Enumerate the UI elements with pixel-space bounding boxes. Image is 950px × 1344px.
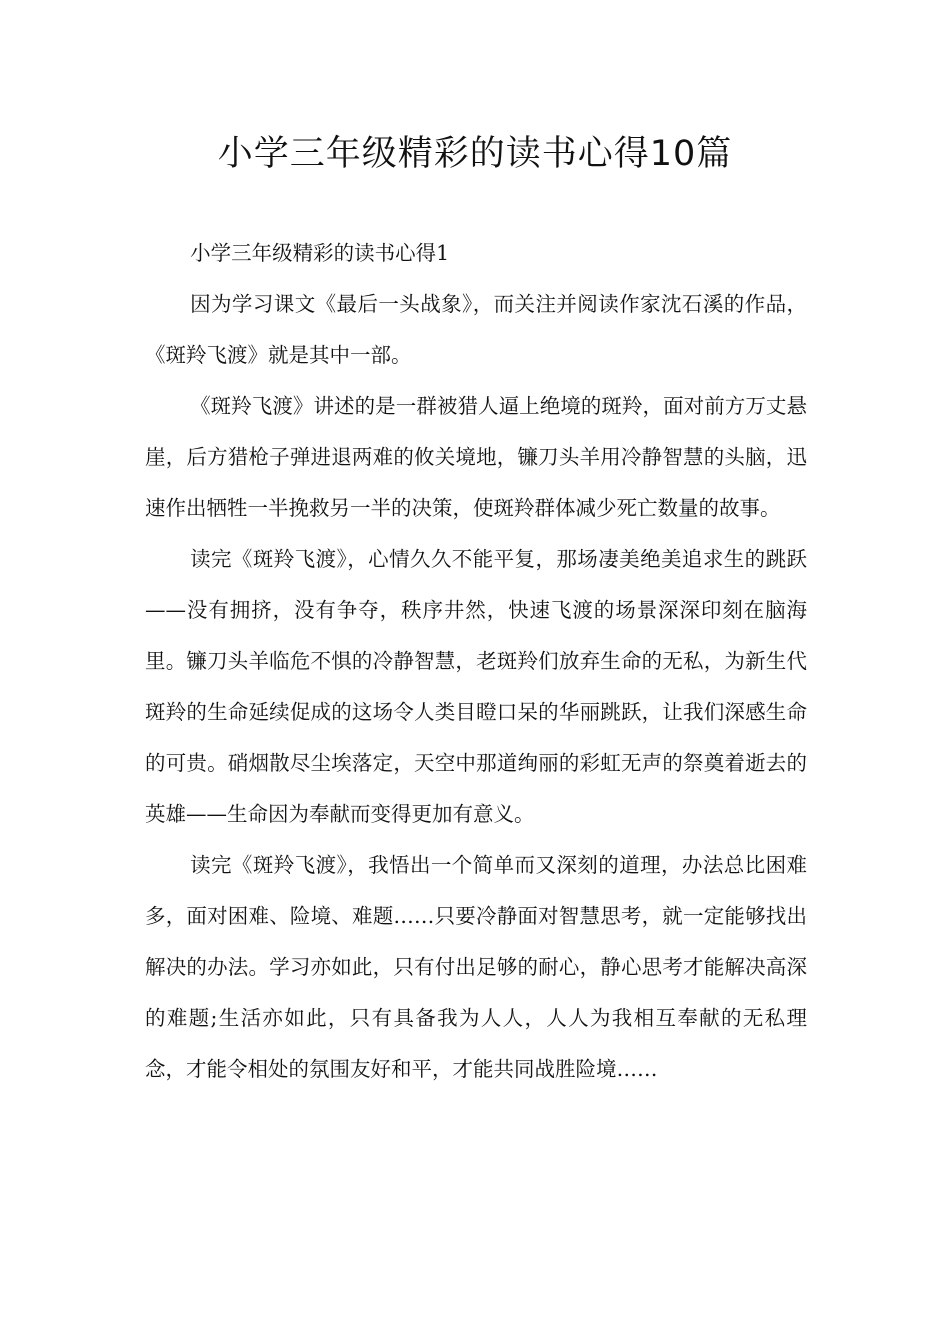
document-body: [145, 228, 807, 1095]
paragraph-1: 因为学习课文《最后一头战象》，而关注并阅读作家沈石溪的作品，《斑羚飞渡》就是其中一部。: [145, 292, 807, 367]
section-subtitle: 小学三年级精彩的读书心得1: [190, 241, 450, 265]
document-title: 小学三年级精彩的读书心得10篇: [217, 134, 733, 174]
paragraph-2: 《斑羚飞渡》讲述的是一群被猎人逼上绝境的斑羚，面对前方万丈悬崖，后方猎枪子弹进退两难的攸关境地，镰刀头羊用冷静智慧的头脑，迅速作出牺牲一半挽救另一半的决策，使斑羚群体减少死亡数量的故事。: [145, 394, 807, 520]
paragraph-4: 读完《斑羚飞渡》，我悟出一个简单而又深刻的道理，办法总比困难多，面对困难、险境、难题……只要冷静面对智慧思考，就一定能够找出解决的办法。学习亦如此，只有付出足够的耐心，静心思考才能解决高深的难题;生活亦如此，只有具备我为人人，人人为我相互奉献的无私理念，才能令相处的氛围友好和平，才能共同战胜险境……: [145, 853, 807, 1081]
paragraph-3: 读完《斑羚飞渡》，心情久久不能平复，那场凄美绝美追求生的跳跃——没有拥挤，没有争夺，秩序井然，快速飞渡的场景深深印刻在脑海里。镰刀头羊临危不惧的冷静智慧，老斑羚们放弃生命的无私，为新生代斑羚的生命延续促成的这场令人类目瞪口呆的华丽跳跃，让我们深感生命的可贵。硝烟散尽尘埃落定，天空中那道绚丽的彩虹无声的祭奠着逝去的英雄——生命因为奉献而变得更加有意义。: [145, 547, 807, 826]
